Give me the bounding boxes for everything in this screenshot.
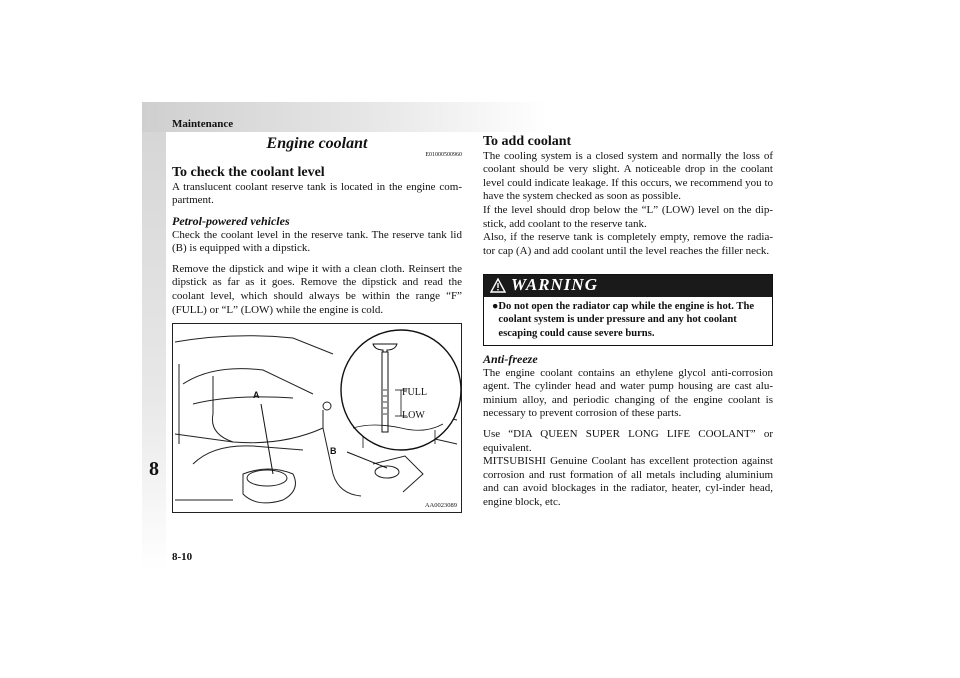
paragraph-intro: A translucent coolant reserve tank is located in the engine com-partment. xyxy=(172,180,462,207)
paragraph-add-1: The cooling system is a closed system and normally the loss of coolant should be very slight. A noticeable drop in the coolant level could indicate leakage. If this occurs, we recommend you to have the system checked as soon as possible. xyxy=(483,149,773,203)
right-column xyxy=(483,135,773,258)
page-number: 8-10 xyxy=(172,551,193,563)
warning-box xyxy=(483,274,773,346)
heading-add-coolant: To add coolant xyxy=(483,134,572,149)
heading-check-coolant: To check the coolant level xyxy=(172,165,325,181)
paragraph-anti-2: Use “DIA QUEEN SUPER LONG LIFE COOLANT” or equivalent. xyxy=(483,427,773,454)
running-header: Maintenance xyxy=(172,118,234,130)
chapter-number: 8 xyxy=(149,458,159,480)
coolant-tank-illustration xyxy=(172,323,462,513)
warning-triangle-icon xyxy=(490,278,506,294)
label-b: B xyxy=(330,446,337,456)
paragraph-dipstick: Remove the dipstick and wipe it with a clean cloth. Reinsert the dipstick as far as it goes. Remove the dipstick and read the coolant level, which should always be within the range “F” (FULL) or “L” (LOW) while the engine is cold. xyxy=(172,262,462,316)
right-column-lower xyxy=(483,353,773,510)
warning-header xyxy=(484,275,772,297)
warning-text: Do not open the radiator cap while the engine is hot. The coolant system is under pressure and any hot coolant escaping could cause severe burns. xyxy=(498,301,755,339)
label-full: FULL xyxy=(402,387,427,398)
section-code: E01000500960 xyxy=(425,151,462,158)
figure-code: AA0023089 xyxy=(424,502,457,509)
label-a: A xyxy=(253,390,260,400)
paragraph-add-2: If the level should drop below the “L” (LOW) level on the dip-stick, add coolant to the reserve tank. xyxy=(483,203,773,230)
paragraph-petrol: Check the coolant level in the reserve tank. The reserve tank lid (B) is equipped with a dipstick. xyxy=(172,228,462,255)
heading-antifreeze: Anti-freeze xyxy=(483,352,538,366)
paragraph-add-3: Also, if the reserve tank is completely empty, remove the radia-tor cap (A) and add coolant until the level reaches the filler neck. xyxy=(483,231,773,257)
section-title: Engine coolant xyxy=(266,135,368,152)
left-column xyxy=(172,135,462,324)
paragraph-anti-3: MITSUBISHI Genuine Coolant has excellent protection against corrosion and rust formation of all metals including aluminium and can avoid blockages in the radiator, heater, cyl-inder head, engine block, etc. xyxy=(483,455,773,508)
chapter-tab xyxy=(142,132,166,572)
paragraph-anti-1: The engine coolant contains an ethylene glycol anti-corrosion agent. The cylinder head and water pump housing are cast alu-minium alloy, and periodic changing of the engine coolant is necessary to prevent corrosion of these parts. xyxy=(483,366,773,420)
bullet-icon: ● xyxy=(492,301,499,312)
warning-title: WARNING xyxy=(511,275,598,294)
heading-petrol: Petrol-powered vehicles xyxy=(172,213,290,228)
label-low: LOW xyxy=(402,410,425,421)
